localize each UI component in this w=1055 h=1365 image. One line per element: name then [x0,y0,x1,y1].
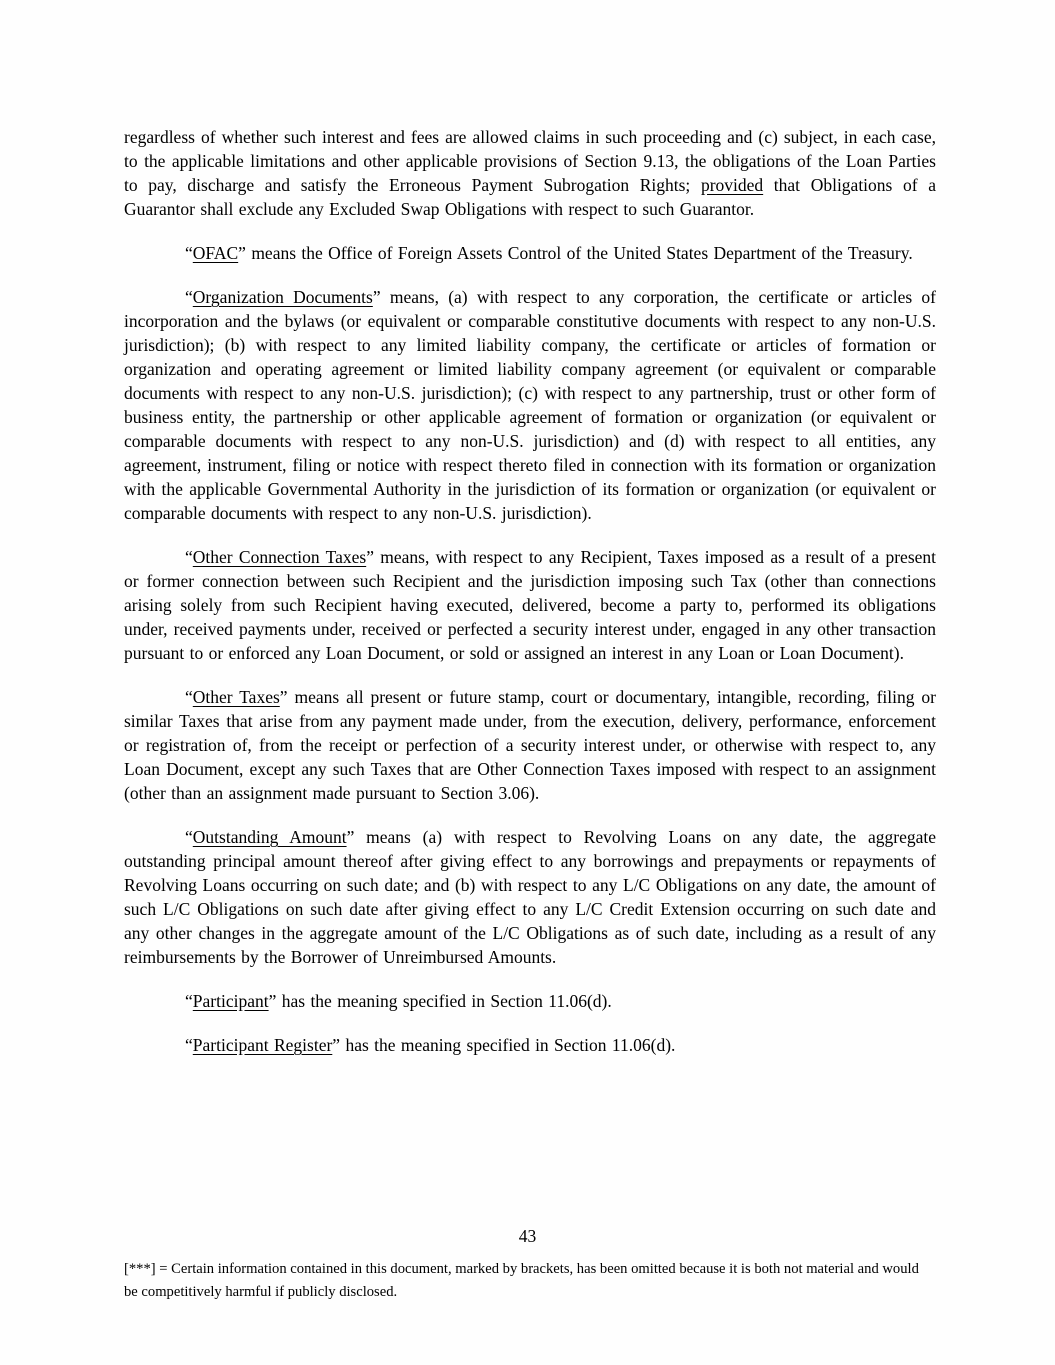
document-body [124,125,936,1057]
text-segment: “ [185,991,193,1011]
paragraph-definition-outstanding-amount [124,825,936,969]
paragraph-definition-participant [124,989,936,1013]
paragraph-definition-ofac [124,241,936,265]
paragraph-continuation [124,125,936,221]
text-segment: “ [185,243,193,263]
defined-term: Organization Documents [192,287,373,307]
footnote: [***] = Certain information contained in this document, marked by brackets, has been omitted because it is both not material and would be competitively harmful if publicly disclosed. [124,1261,919,1300]
paragraph-definition-organization-documents [124,285,936,525]
paragraph-definition-other-taxes [124,685,936,805]
text-segment: ” means, with respect to any Recipient, Taxes imposed as a result of a present or former connection between such Recipient and the jurisdiction imposing such Tax (other than connections arising solely from such Recipient having executed, delivered, become a party to, performed its obligations under, received payments under, received or perfected a security interest under, engaged in any other transaction pursuant to or enforced any Loan Document, or sold or assigned an interest in any Loan or Loan Document). [124,547,937,663]
page-number: 43 [518,1226,537,1246]
text-segment: ” means the Office of Foreign Assets Control of the United States Department of the Treasury. [238,243,913,263]
paragraph-definition-other-connection-taxes [124,545,936,665]
defined-term: Participant Register [192,1035,333,1055]
text-segment: ” means (a) with respect to Revolving Loans on any date, the aggregate outstanding principal amount thereof after giving effect to any borrowings and prepayments or repayments of Revolving Loans occurring on such date; and (b) with respect to any L/C Obligations on any date, the amount of such L/C Obligations on such date after giving effect to any L/C Credit Extension occurring on such date and any other changes in the aggregate amount of the L/C Obligations as of such date, including as a result of any reimbursements by the Borrower of Unreimbursed Amounts. [124,827,936,967]
text-segment: ” means, (a) with respect to any corporation, the certificate or articles of incorporation and the bylaws (or equivalent or comparable constitutive documents with respect to any non-U.S. jurisdiction); (b) with respect to any limited liability company, the certificate or articles of formation or organization and operating agreement or limited liability company agreement (or equivalent or comparable documents with respect to any non-U.S. jurisdiction); (c) with respect to any partnership, trust or other form of business entity, the partnership or other applicable agreement of formation or organization (or equivalent or comparable documents with respect to any non-U.S. jurisdiction) and (d) with respect to all entities, any agreement, instrument, filing or notice with respect thereto filed in connection with its formation or organization with the applicable Governmental Authority in the jurisdiction of its formation or organization (or equivalent or comparable documents with respect to any non-U.S. jurisdiction). [124,287,936,523]
text-segment: “ [185,687,193,707]
defined-term: Other Connection Taxes [192,547,367,567]
text-segment: ” means all present or future stamp, court or documentary, intangible, recording, filing or similar Taxes that arise from any payment made under, from the execution, delivery, performance, enforcement or registration of, from the receipt or perfection of a security interest under, or otherwise with respect to, any Loan Document, except any such Taxes that are Other Connection Taxes imposed with respect to an assignment (other than an assignment made pursuant to Section 3.06). [124,687,936,803]
text-segment: regardless of whether such interest and fees are allowed claims in such proceeding and (c) subject, in each case, to the applicable limitations and other applicable provisions of Section 9.13, the obligations of the Loan Parties to pay, discharge and satisfy the Erroneous Payment Subrogation Rights; [124,127,936,195]
text-segment: ” has the meaning specified in Section 11.06(d). [268,991,612,1011]
text-segment: that Obligations of a Guarantor shall exclude any Excluded Swap Obligations with respect to such Guarantor. [124,175,936,219]
text-segment: “ [185,287,193,307]
defined-term: provided [700,175,764,195]
paragraph-definition-participant-register [124,1033,936,1057]
defined-term: OFAC [192,243,239,263]
defined-term: Participant [192,991,269,1011]
text-segment: ” has the meaning specified in Section 11.06(d). [332,1035,676,1055]
text-segment: “ [185,827,193,847]
text-segment: “ [185,1035,193,1055]
text-segment: “ [185,547,193,567]
defined-term: Other Taxes [192,687,280,707]
defined-term: Outstanding Amount [192,827,347,847]
